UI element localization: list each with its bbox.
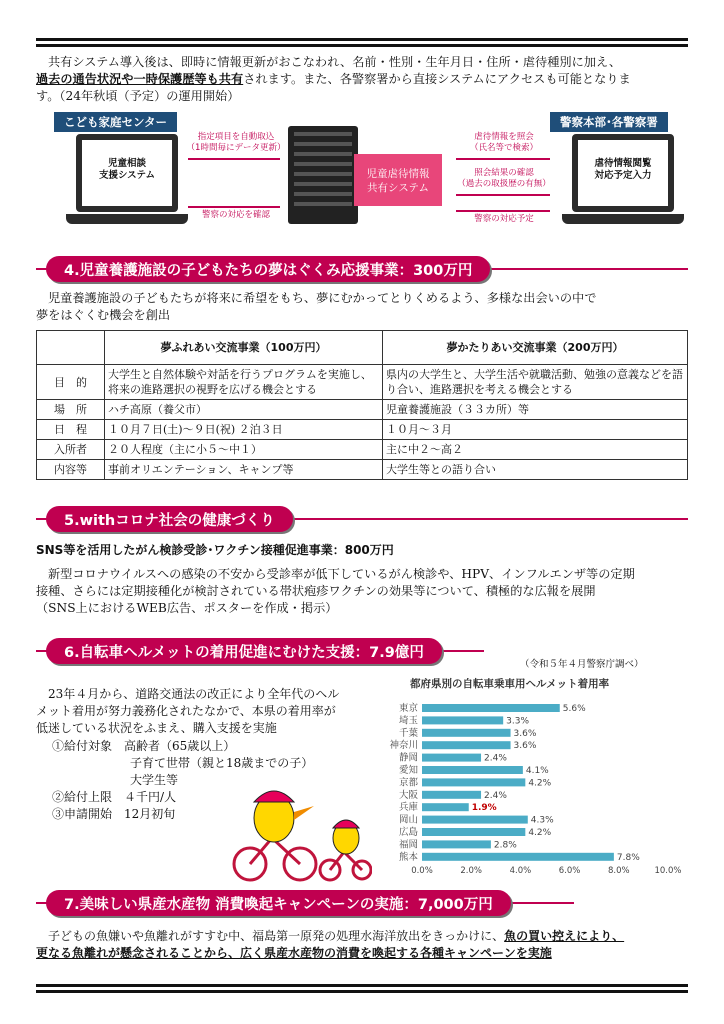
arrow-right-2-line2: （過去の取扱歴の有無） <box>457 179 551 189</box>
bar <box>422 766 523 774</box>
category-label: 大阪 <box>398 789 418 801</box>
section5-title: 5.withコロナ社会の健康づくり <box>46 506 293 532</box>
bar <box>422 716 503 724</box>
section7-header <box>36 890 574 916</box>
bar <box>422 828 525 836</box>
bar <box>422 704 560 712</box>
table-row <box>37 460 688 480</box>
bar <box>422 803 469 811</box>
section6-title: 6.自転車ヘルメットの着用促進にむけた支援：7.9億円 <box>46 638 442 664</box>
intro-line2-rest: されます。また、各警察署から直接システムにアクセスも可能となりま <box>243 72 631 86</box>
category-label: 京都 <box>398 777 418 789</box>
helmet-rate-chart <box>370 652 690 882</box>
item1-label: ①給付対象 <box>52 739 113 753</box>
section6-line2: メット着用が努力義務化されたなかで、本県の着用率が <box>36 704 336 718</box>
bar <box>422 791 481 799</box>
section7-emphasis2: 更なる魚離れが懸念されることから、広く県産水産物の消費を喚起する各種キャンペーンを実施 <box>36 946 552 960</box>
item3-label: ③申請開始 <box>52 807 113 821</box>
bottom-rule <box>36 984 688 994</box>
arrow-right-2-line1: 照会結果の確認 <box>474 168 534 178</box>
arrow-left-bottom-text: 警察の対応を確認 <box>201 210 270 220</box>
shared-system-box <box>354 154 442 206</box>
section6-line3: 低迷している状況をふまえ、購入支援を実施 <box>36 721 277 735</box>
x-tick-label: 2.0% <box>460 866 483 877</box>
section5-line3: （SNS上におけるWEB広告、ポスターを作成・掲示） <box>36 601 338 615</box>
intro-line1: 共有システム導入後は、即時に情報更新がおこなわれ、名前・性別・生年月日・住所・虐待種別に加え、 <box>48 55 622 69</box>
arrow-r1-icon <box>456 158 550 160</box>
cell: ２０人程度（主に小５～中１） <box>105 440 383 460</box>
category-label: 兵庫 <box>398 802 418 814</box>
data-label: 4.2% <box>528 828 552 838</box>
table-row <box>37 365 688 400</box>
item1-value3: 大学生等 <box>130 773 179 787</box>
data-label: 7.8% <box>616 852 640 863</box>
category-label: 岡山 <box>398 814 418 826</box>
section5-subtitle: SNS等を活用したがん検診受診･ワクチン接種促進事業：800万円 <box>36 543 394 557</box>
bar <box>422 778 525 786</box>
section5-header <box>36 506 688 532</box>
arrow-left-icon <box>188 206 280 208</box>
category-label: 東京 <box>398 703 418 714</box>
server-icon <box>288 126 358 224</box>
data-label: 3.6% <box>513 728 537 739</box>
data-label: 3.3% <box>506 716 530 727</box>
intro-line2 <box>36 71 688 88</box>
table-col2-header: 夢かたりあい交流事業（200万円） <box>383 331 688 365</box>
item3-value: 12月初旬 <box>124 807 176 821</box>
shared-system-line1: 児童虐待情報 <box>366 168 430 180</box>
x-tick-label: 10.0% <box>654 866 682 877</box>
data-label: 4.2% <box>528 778 552 789</box>
data-label: 3.6% <box>513 741 537 752</box>
category-label: 広島 <box>398 827 418 838</box>
item1-value2: 子育て世帯（親と18歳までの子） <box>130 756 314 770</box>
row-header: 日 程 <box>37 420 105 440</box>
arrow-left-top-text <box>186 132 286 154</box>
row-header: 入所者 <box>37 440 105 460</box>
table-corner <box>37 331 105 365</box>
right-label: 警察本部･各警察署 <box>550 112 668 132</box>
arrow-r3-icon <box>456 210 550 212</box>
section7-body <box>36 928 688 962</box>
item1-value: 高齢者（65歳以上） <box>124 739 236 753</box>
category-label: 千葉 <box>398 727 418 739</box>
data-label: 5.6% <box>562 704 586 714</box>
arrow-right-1-text <box>456 132 552 154</box>
data-label: 4.1% <box>525 766 549 776</box>
left-screen-line1: 児童相談 <box>107 158 146 169</box>
cell: １０月～３月 <box>383 420 688 440</box>
arrow-left-top-line1: 指定項目を自動取込 <box>197 132 275 142</box>
cell: 児童養護施設（３３カ所）等 <box>383 400 688 420</box>
top-rule <box>36 38 688 48</box>
section5-body <box>36 566 688 617</box>
bar <box>422 729 511 737</box>
category-label: 福岡 <box>398 839 418 851</box>
x-tick-label: 6.0% <box>558 866 581 877</box>
arrow-right-icon <box>188 158 280 160</box>
data-label: 2.4% <box>484 790 507 801</box>
section4-desc-line1: 児童養護施設の子どもたちが将来に希望をもち、夢にむかってとりくめるよう、多様な出会いの中で <box>48 291 597 305</box>
bar <box>422 840 491 848</box>
table-row <box>37 400 688 420</box>
section7-line1: 子どもの魚嫌いや魚離れがすすむ中、福島第一原発の処理水海洋放出をきっかけに、 <box>48 929 505 943</box>
section4-title: 4.児童養護施設の子どもたちの夢はぐくみ応援事業：300万円 <box>46 256 490 282</box>
section6-note: （令和５年４月警察庁調べ） <box>520 659 644 670</box>
row-header: 場 所 <box>37 400 105 420</box>
table-row <box>37 440 688 460</box>
bar <box>422 741 511 749</box>
right-screen-line2: 対応予定入力 <box>594 170 652 181</box>
section4-header <box>36 256 688 282</box>
section7-emphasis1: 魚の買い控えにより、 <box>504 929 625 943</box>
section6-line1: 23年４月から、道路交通法の改正により全年代のヘル <box>48 687 340 701</box>
cell: 主に中２～高２ <box>383 440 688 460</box>
cell: 大学生と自然体験や対話を行うプログラムを実施し、将来の進路選択の視野を広げる機会とする <box>105 365 383 400</box>
right-screen-line1: 虐待情報閲覧 <box>594 158 652 169</box>
item2-label: ②給付上限 <box>52 790 113 804</box>
data-label: 1.9% <box>471 803 497 814</box>
section5-line2: 接種、さらには定期接種化が検討されている帯状疱疹ワクチンの効果等について、積極的な広報を展開 <box>36 584 596 598</box>
section4-desc-line2: 夢をはぐくむ機会を創出 <box>36 308 171 322</box>
left-screen-line2: 支援システム <box>98 170 156 181</box>
intro-paragraph <box>36 54 688 105</box>
cell: 大学生等との語り合い <box>383 460 688 480</box>
chart-svg <box>370 652 690 882</box>
bar <box>422 816 528 824</box>
arrow-right-1-line2: （氏名等で検索） <box>469 143 538 153</box>
data-label: 4.3% <box>530 815 554 826</box>
category-label: 神奈川 <box>389 740 418 752</box>
row-header: 内容等 <box>37 460 105 480</box>
category-label: 愛知 <box>398 765 418 776</box>
table-col1-header: 夢ふれあい交流事業（100万円） <box>105 331 383 365</box>
section4-desc <box>36 290 688 324</box>
cell: ハチ高原（養父市） <box>105 400 383 420</box>
data-label: 2.8% <box>493 840 517 851</box>
intro-emphasis: 過去の通告状況や一時保護歴等も共有 <box>36 72 244 86</box>
category-label: 熊本 <box>398 851 418 863</box>
bar <box>422 754 481 762</box>
bicycle-mascot-illustration <box>222 778 372 884</box>
cell: 県内の大学生と、大学生活や就職活動、勉強の意義などを語り合い、進路選択を考える機会とする <box>383 365 688 400</box>
chart-title: 都府県別の自転車乗車用ヘルメット着用率 <box>410 678 610 690</box>
table-header-row <box>37 331 688 365</box>
x-tick-label: 8.0% <box>607 866 630 877</box>
section5-line1: 新型コロナウイルスへの感染の不安から受診率が低下しているがん検診や、HPV、インフルエンザ等の定期 <box>48 567 635 581</box>
arrow-right-1-line1: 虐待情報を照会 <box>474 132 534 142</box>
category-label: 静岡 <box>398 752 418 764</box>
x-tick-label: 4.0% <box>509 866 532 877</box>
intro-line3: す。（24年秋頃（予定）の運用開始） <box>36 89 240 103</box>
arrow-right-3-text: 警察の対応予定 <box>474 214 534 224</box>
row-header: 目 的 <box>37 365 105 400</box>
category-label: 埼玉 <box>398 715 418 727</box>
system-diagram <box>36 110 688 240</box>
x-tick-label: 0.0% <box>411 866 433 877</box>
shared-system-line2: 共有システム <box>367 182 429 194</box>
section6-body <box>36 686 364 737</box>
section4-table <box>36 330 688 480</box>
left-label: こども家庭センター <box>54 112 177 132</box>
data-label: 2.4% <box>484 753 507 764</box>
arrow-right-2-text <box>456 168 552 190</box>
arrow-r2-icon <box>456 194 550 196</box>
item2-value: ４千円/人 <box>124 790 177 804</box>
cell: １０月７日(土)～９日(祝) ２泊３日 <box>105 420 383 440</box>
bar <box>422 853 614 861</box>
section7-title: 7.美味しい県産水産物 消費喚起キャンペーンの実施：7,000万円 <box>46 890 511 916</box>
cell: 事前オリエンテーション、キャンプ等 <box>105 460 383 480</box>
arrow-left-top-line2: （1時間毎にデータ更新） <box>186 143 286 153</box>
table-row <box>37 420 688 440</box>
